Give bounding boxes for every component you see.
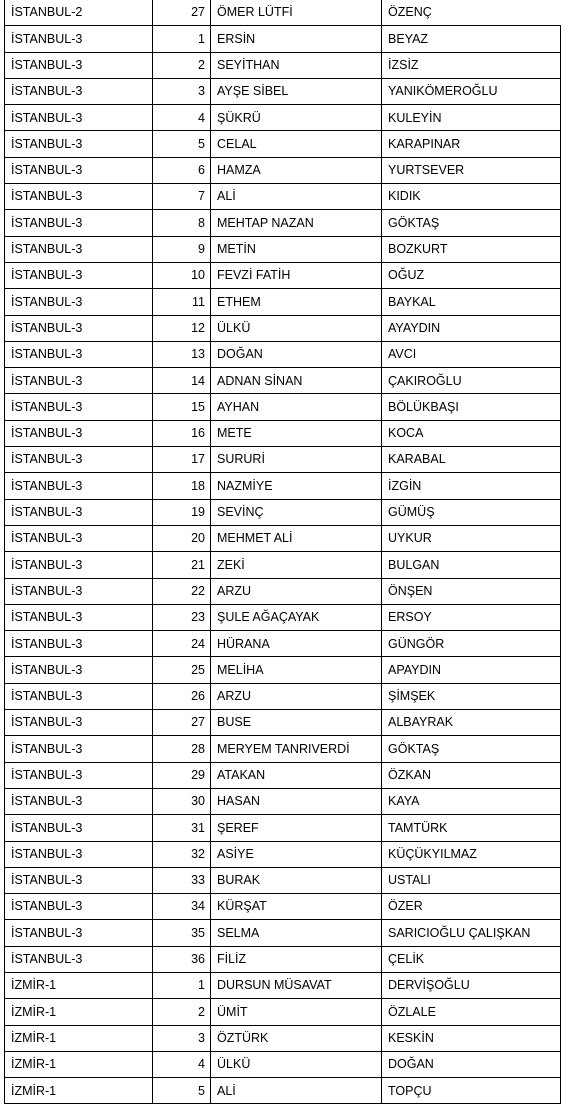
number-cell: 2	[153, 999, 211, 1025]
table-row	[5, 131, 561, 157]
table-row	[5, 26, 561, 52]
candidate-list	[4, 0, 560, 1104]
table-row	[5, 236, 561, 262]
table-row	[5, 78, 561, 104]
first-name-cell: DURSUN MÜSAVAT	[211, 972, 382, 998]
district-cell: İSTANBUL-3	[5, 815, 153, 841]
number-cell: 26	[153, 683, 211, 709]
district-cell: İSTANBUL-3	[5, 604, 153, 630]
district-cell: İSTANBUL-3	[5, 762, 153, 788]
last-name-cell: USTALI	[382, 867, 561, 893]
district-cell: İZMİR-1	[5, 972, 153, 998]
last-name-cell: ÖZLALE	[382, 999, 561, 1025]
table-row	[5, 525, 561, 551]
number-cell: 12	[153, 315, 211, 341]
table-row	[5, 289, 561, 315]
district-cell: İSTANBUL-3	[5, 341, 153, 367]
table-row	[5, 52, 561, 78]
first-name-cell: MERYEM TANRIVERDİ	[211, 736, 382, 762]
last-name-cell: BOZKURT	[382, 236, 561, 262]
last-name-cell: BULGAN	[382, 552, 561, 578]
number-cell: 30	[153, 788, 211, 814]
number-cell: 33	[153, 867, 211, 893]
number-cell: 27	[153, 710, 211, 736]
number-cell: 34	[153, 894, 211, 920]
first-name-cell: FEVZİ FATİH	[211, 262, 382, 288]
last-name-cell: GÖKTAŞ	[382, 736, 561, 762]
table-row	[5, 972, 561, 998]
first-name-cell: ZEKİ	[211, 552, 382, 578]
first-name-cell: ALİ	[211, 184, 382, 210]
table-row	[5, 420, 561, 446]
first-name-cell: ATAKAN	[211, 762, 382, 788]
first-name-cell: HAMZA	[211, 157, 382, 183]
district-cell: İZMİR-1	[5, 1025, 153, 1051]
table-row	[5, 762, 561, 788]
number-cell: 36	[153, 946, 211, 972]
district-cell: İSTANBUL-2	[5, 0, 153, 26]
table-row	[5, 315, 561, 341]
table-row	[5, 920, 561, 946]
district-cell: İSTANBUL-3	[5, 184, 153, 210]
last-name-cell: SARICIOĞLU ÇALIŞKAN	[382, 920, 561, 946]
district-cell: İSTANBUL-3	[5, 920, 153, 946]
table-row	[5, 788, 561, 814]
last-name-cell: KOCA	[382, 420, 561, 446]
table-row	[5, 736, 561, 762]
first-name-cell: CELAL	[211, 131, 382, 157]
district-cell: İSTANBUL-3	[5, 683, 153, 709]
table-row	[5, 815, 561, 841]
first-name-cell: ÜLKÜ	[211, 315, 382, 341]
last-name-cell: BEYAZ	[382, 26, 561, 52]
number-cell: 16	[153, 420, 211, 446]
district-cell: İSTANBUL-3	[5, 894, 153, 920]
table-row	[5, 157, 561, 183]
number-cell: 3	[153, 1025, 211, 1051]
number-cell: 4	[153, 1051, 211, 1077]
table-row	[5, 105, 561, 131]
table-row	[5, 841, 561, 867]
first-name-cell: METİN	[211, 236, 382, 262]
last-name-cell: ERSOY	[382, 604, 561, 630]
first-name-cell: MEHTAP NAZAN	[211, 210, 382, 236]
last-name-cell: BÖLÜKBAŞI	[382, 394, 561, 420]
table-row	[5, 657, 561, 683]
last-name-cell: APAYDIN	[382, 657, 561, 683]
first-name-cell: HASAN	[211, 788, 382, 814]
district-cell: İSTANBUL-3	[5, 657, 153, 683]
last-name-cell: AYAYDIN	[382, 315, 561, 341]
district-cell: İSTANBUL-3	[5, 315, 153, 341]
district-cell: İSTANBUL-3	[5, 52, 153, 78]
table-row	[5, 894, 561, 920]
last-name-cell: AVCI	[382, 341, 561, 367]
number-cell: 20	[153, 525, 211, 551]
last-name-cell: BAYKAL	[382, 289, 561, 315]
first-name-cell: AYŞE SİBEL	[211, 78, 382, 104]
table-row	[5, 867, 561, 893]
district-cell: İSTANBUL-3	[5, 499, 153, 525]
table-row	[5, 631, 561, 657]
last-name-cell: UYKUR	[382, 525, 561, 551]
table-row	[5, 1025, 561, 1051]
first-name-cell: HÜRANA	[211, 631, 382, 657]
number-cell: 5	[153, 131, 211, 157]
first-name-cell: DOĞAN	[211, 341, 382, 367]
last-name-cell: GÜMÜŞ	[382, 499, 561, 525]
first-name-cell: BUSE	[211, 710, 382, 736]
first-name-cell: ARZU	[211, 578, 382, 604]
number-cell: 28	[153, 736, 211, 762]
last-name-cell: KARABAL	[382, 447, 561, 473]
candidate-table	[4, 0, 561, 1104]
last-name-cell: ÖZER	[382, 894, 561, 920]
table-row	[5, 552, 561, 578]
first-name-cell: SELMA	[211, 920, 382, 946]
number-cell: 5	[153, 1078, 211, 1104]
last-name-cell: DOĞAN	[382, 1051, 561, 1077]
number-cell: 3	[153, 78, 211, 104]
first-name-cell: ETHEM	[211, 289, 382, 315]
district-cell: İSTANBUL-3	[5, 578, 153, 604]
district-cell: İSTANBUL-3	[5, 788, 153, 814]
number-cell: 13	[153, 341, 211, 367]
district-cell: İSTANBUL-3	[5, 473, 153, 499]
district-cell: İSTANBUL-3	[5, 552, 153, 578]
district-cell: İSTANBUL-3	[5, 631, 153, 657]
last-name-cell: ALBAYRAK	[382, 710, 561, 736]
last-name-cell: YURTSEVER	[382, 157, 561, 183]
number-cell: 35	[153, 920, 211, 946]
first-name-cell: SURURİ	[211, 447, 382, 473]
district-cell: İSTANBUL-3	[5, 525, 153, 551]
first-name-cell: NAZMİYE	[211, 473, 382, 499]
first-name-cell: ERSİN	[211, 26, 382, 52]
first-name-cell: SEYİTHAN	[211, 52, 382, 78]
table-row	[5, 447, 561, 473]
table-row	[5, 578, 561, 604]
district-cell: İSTANBUL-3	[5, 710, 153, 736]
last-name-cell: GÖKTAŞ	[382, 210, 561, 236]
district-cell: İZMİR-1	[5, 999, 153, 1025]
number-cell: 10	[153, 262, 211, 288]
table-row	[5, 0, 561, 26]
table-row	[5, 473, 561, 499]
number-cell: 14	[153, 368, 211, 394]
number-cell: 18	[153, 473, 211, 499]
district-cell: İSTANBUL-3	[5, 210, 153, 236]
number-cell: 1	[153, 972, 211, 998]
last-name-cell: KAYA	[382, 788, 561, 814]
number-cell: 1	[153, 26, 211, 52]
last-name-cell: ÇELİK	[382, 946, 561, 972]
number-cell: 27	[153, 0, 211, 26]
district-cell: İSTANBUL-3	[5, 78, 153, 104]
number-cell: 15	[153, 394, 211, 420]
district-cell: İSTANBUL-3	[5, 946, 153, 972]
last-name-cell: KESKİN	[382, 1025, 561, 1051]
table-body	[5, 0, 561, 1104]
district-cell: İSTANBUL-3	[5, 867, 153, 893]
table-row	[5, 184, 561, 210]
number-cell: 17	[153, 447, 211, 473]
last-name-cell: TOPÇU	[382, 1078, 561, 1104]
district-cell: İSTANBUL-3	[5, 736, 153, 762]
first-name-cell: ŞÜKRÜ	[211, 105, 382, 131]
first-name-cell: ADNAN SİNAN	[211, 368, 382, 394]
district-cell: İSTANBUL-3	[5, 105, 153, 131]
number-cell: 31	[153, 815, 211, 841]
first-name-cell: SEVİNÇ	[211, 499, 382, 525]
table-row	[5, 262, 561, 288]
number-cell: 9	[153, 236, 211, 262]
district-cell: İSTANBUL-3	[5, 26, 153, 52]
number-cell: 11	[153, 289, 211, 315]
table-row	[5, 394, 561, 420]
last-name-cell: KÜÇÜKYILMAZ	[382, 841, 561, 867]
table-row	[5, 1051, 561, 1077]
first-name-cell: ASİYE	[211, 841, 382, 867]
number-cell: 29	[153, 762, 211, 788]
first-name-cell: ALİ	[211, 1078, 382, 1104]
last-name-cell: YANIKÖMEROĞLU	[382, 78, 561, 104]
district-cell: İSTANBUL-3	[5, 447, 153, 473]
last-name-cell: KIDIK	[382, 184, 561, 210]
first-name-cell: MELİHA	[211, 657, 382, 683]
number-cell: 7	[153, 184, 211, 210]
district-cell: İSTANBUL-3	[5, 420, 153, 446]
number-cell: 22	[153, 578, 211, 604]
last-name-cell: ÇAKIROĞLU	[382, 368, 561, 394]
table-row	[5, 710, 561, 736]
first-name-cell: ÖZTÜRK	[211, 1025, 382, 1051]
first-name-cell: KÜRŞAT	[211, 894, 382, 920]
district-cell: İZMİR-1	[5, 1078, 153, 1104]
district-cell: İSTANBUL-3	[5, 841, 153, 867]
last-name-cell: ŞİMŞEK	[382, 683, 561, 709]
district-cell: İSTANBUL-3	[5, 131, 153, 157]
first-name-cell: ŞULE AĞAÇAYAK	[211, 604, 382, 630]
district-cell: İSTANBUL-3	[5, 262, 153, 288]
district-cell: İSTANBUL-3	[5, 236, 153, 262]
number-cell: 24	[153, 631, 211, 657]
table-row	[5, 683, 561, 709]
first-name-cell: FİLİZ	[211, 946, 382, 972]
last-name-cell: OĞUZ	[382, 262, 561, 288]
first-name-cell: AYHAN	[211, 394, 382, 420]
table-row	[5, 604, 561, 630]
number-cell: 8	[153, 210, 211, 236]
first-name-cell: ÜLKÜ	[211, 1051, 382, 1077]
first-name-cell: BURAK	[211, 867, 382, 893]
district-cell: İSTANBUL-3	[5, 394, 153, 420]
table-row	[5, 999, 561, 1025]
table-row	[5, 946, 561, 972]
last-name-cell: DERVİŞOĞLU	[382, 972, 561, 998]
district-cell: İZMİR-1	[5, 1051, 153, 1077]
table-row	[5, 1078, 561, 1104]
first-name-cell: ARZU	[211, 683, 382, 709]
number-cell: 25	[153, 657, 211, 683]
number-cell: 6	[153, 157, 211, 183]
last-name-cell: İZGİN	[382, 473, 561, 499]
district-cell: İSTANBUL-3	[5, 289, 153, 315]
table-row	[5, 368, 561, 394]
last-name-cell: TAMTÜRK	[382, 815, 561, 841]
district-cell: İSTANBUL-3	[5, 368, 153, 394]
last-name-cell: ÖZKAN	[382, 762, 561, 788]
number-cell: 4	[153, 105, 211, 131]
number-cell: 21	[153, 552, 211, 578]
number-cell: 2	[153, 52, 211, 78]
number-cell: 19	[153, 499, 211, 525]
last-name-cell: KARAPINAR	[382, 131, 561, 157]
number-cell: 23	[153, 604, 211, 630]
first-name-cell: ŞEREF	[211, 815, 382, 841]
number-cell: 32	[153, 841, 211, 867]
first-name-cell: MEHMET ALİ	[211, 525, 382, 551]
last-name-cell: İZSİZ	[382, 52, 561, 78]
last-name-cell: GÜNGÖR	[382, 631, 561, 657]
last-name-cell: ÖNŞEN	[382, 578, 561, 604]
first-name-cell: ÜMİT	[211, 999, 382, 1025]
district-cell: İSTANBUL-3	[5, 157, 153, 183]
table-row	[5, 341, 561, 367]
first-name-cell: ÖMER LÜTFİ	[211, 0, 382, 26]
table-row	[5, 499, 561, 525]
last-name-cell: ÖZENÇ	[382, 0, 561, 26]
first-name-cell: METE	[211, 420, 382, 446]
last-name-cell: KULEYİN	[382, 105, 561, 131]
table-row	[5, 210, 561, 236]
